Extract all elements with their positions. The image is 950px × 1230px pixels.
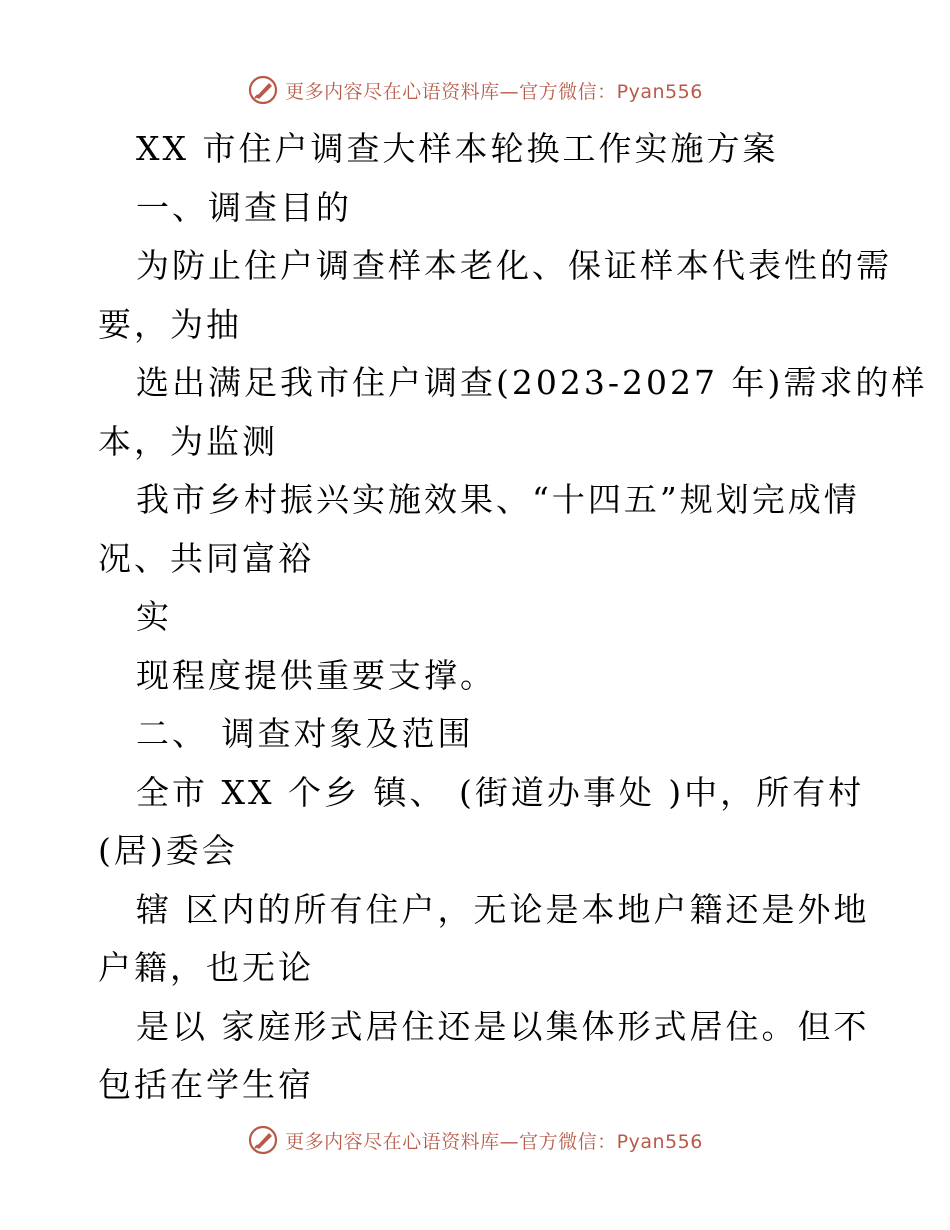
section-heading: 一、调查目的: [136, 187, 352, 227]
paragraph-line: 全市 XX 个乡 镇、 (街道办事处 )中，所有村: [136, 772, 865, 812]
document-body: [98, 120, 928, 1115]
paragraph-line: 为防止住户调查样本老化、保证样本代表性的需: [136, 246, 892, 285]
watermark-text: 更多内容尽在心语资料库—官方微信：Pyan556: [285, 1130, 703, 1153]
paragraph-line: 户籍，也无论: [98, 948, 314, 987]
paragraph-line: 现程度提供重要支撑。: [136, 655, 496, 695]
paragraph-line: 实: [136, 597, 172, 636]
paragraph-line: 我市乡村振兴实施效果、“十四五”规划完成情: [136, 480, 860, 519]
paragraph-line: 是以 家庭形式居住还是以集体形式居住。但不: [136, 1006, 870, 1046]
paragraph-line: 况、共同富裕: [98, 538, 314, 578]
header-watermark: [0, 70, 950, 110]
paragraph-line: 选出满足我市住户调查(2023-2027 年)需求的样: [136, 363, 928, 402]
section-heading: 二、 调查对象及范围: [136, 714, 474, 753]
feather-pen-logo-icon: [247, 74, 279, 106]
paragraph-line: 要，为抽: [98, 304, 242, 344]
paragraph-line: 本，为监测: [98, 421, 278, 461]
paragraph-line: 包括在学生宿: [98, 1065, 314, 1104]
footer-watermark: [0, 1120, 950, 1160]
feather-pen-logo-icon: [247, 1124, 279, 1156]
paragraph-line: 辖 区内的所有住户，无论是本地户籍还是外地: [136, 889, 870, 929]
paragraph-line: (居)委会: [98, 831, 238, 870]
watermark-text: 更多内容尽在心语资料库—官方微信：Pyan556: [285, 80, 703, 103]
document-title: XX 市住户调查大样本轮换工作实施方案: [136, 129, 779, 168]
